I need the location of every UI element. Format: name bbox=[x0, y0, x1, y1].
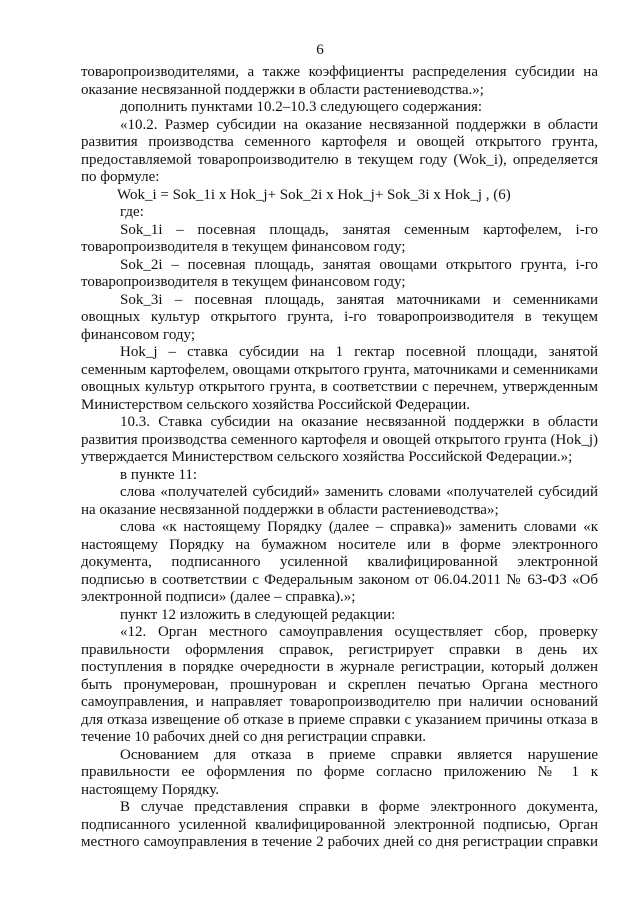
paragraph-10-2: «10.2. Размер субсидии на оказание несвязанной поддержки в области развития производства семенного картофеля и овощей открытого грунта, предоставляемой товаропроизводителю в текущем году (Wok_i), определяется по формуле: bbox=[81, 116, 598, 185]
paragraph-electronic-doc: В случае представления справки в форме электронного документа, подписанного усиленной квалифицированной электронной подписью, Орган местного самоуправления в течение 2 рабочих дней со дня регистрации справки bbox=[81, 799, 598, 850]
paragraph-point-12: «12. Орган местного самоуправления осуществляет сбор, проверку правильности оформления справок, регистрирует справки в день их поступления в порядке очередности в журнале регистрации, который должен быть пронумерован, прошнурован и скреплен печатью Органа местного самоуправления, и направляет товаропроизводителю при наличии оснований для отказа извещение об отказе в приеме справки с указанием причины отказа в течение 10 рабочих дней со дня регистрации справки. bbox=[81, 624, 598, 745]
definition-sok-2i: Sok_2i – посевная площадь, занятая овощами открытого грунта, i-го товаропроизводителя в текущем финансовом году; bbox=[81, 256, 598, 290]
paragraph-words-procedure: слова «к настоящему Порядку (далее – справка)» заменить словами «к настоящему Порядку на бумажном носителе или в форме электронного документа, подписанного усиленной квалифицированной электронной подписью в соответствии с Федеральным законом от 06.04.2011 № 63-ФЗ «Об электронной подписи» (далее – справка).»; bbox=[81, 519, 598, 605]
paragraph-point-11: в пункте 11: bbox=[120, 466, 198, 483]
definition-sok-3i: Sok_3i – посевная площадь, занятая маточниками и семенниками овощных культур открытого грунта, i-го товаропроизводителя в текущем финансовом году; bbox=[81, 291, 598, 343]
formula-6: Wok_i = Sok_1i x Hok_j+ Sok_2i x Hok_j+ Sok_3i x Hok_j , (6) bbox=[117, 186, 511, 203]
paragraph-continuation: товаропроизводителями, а также коэффициенты распределения субсидии на оказание несвязанной поддержки в области растениеводства.»; bbox=[81, 64, 598, 98]
document-body bbox=[81, 64, 598, 852]
paragraph-refusal-grounds: Основанием для отказа в приеме справки является нарушение правильности ее оформления по форме согласно приложению № 1 к настоящему Порядку. bbox=[81, 746, 598, 798]
page-number: 6 bbox=[316, 42, 324, 58]
paragraph-point-12-intro: пункт 12 изложить в следующей редакции: bbox=[120, 606, 396, 623]
paragraph-words-recipients: слова «получателей субсидий» заменить словами «получателей субсидий на оказание несвязанной поддержки в области растениеводства»; bbox=[81, 484, 598, 518]
definition-sok-1i: Sok_1i – посевная площадь, занятая семенным картофелем, i-го товаропроизводителя в текущем финансовом году; bbox=[81, 221, 598, 255]
definition-hok-j: Hok_j – ставка субсидии на 1 гектар посевной площади, занятой семенным картофелем, овощами открытого грунта, маточниками и семенниками овощных культур открытого грунта, в соответствии с перечнем, утвержденным Министерством сельского хозяйства Российской Федерации. bbox=[81, 344, 598, 413]
paragraph-10-3: 10.3. Ставка субсидии на оказание несвязанной поддержки в области развития производства семенного картофеля и овощей открытого грунта (Hok_j) утверждается Министерством сельского хозяйства Российской Федерации.»; bbox=[81, 414, 598, 465]
paragraph-add-points: дополнить пунктами 10.2–10.3 следующего содержания: bbox=[120, 99, 483, 115]
paragraph-where: где: bbox=[120, 204, 144, 220]
